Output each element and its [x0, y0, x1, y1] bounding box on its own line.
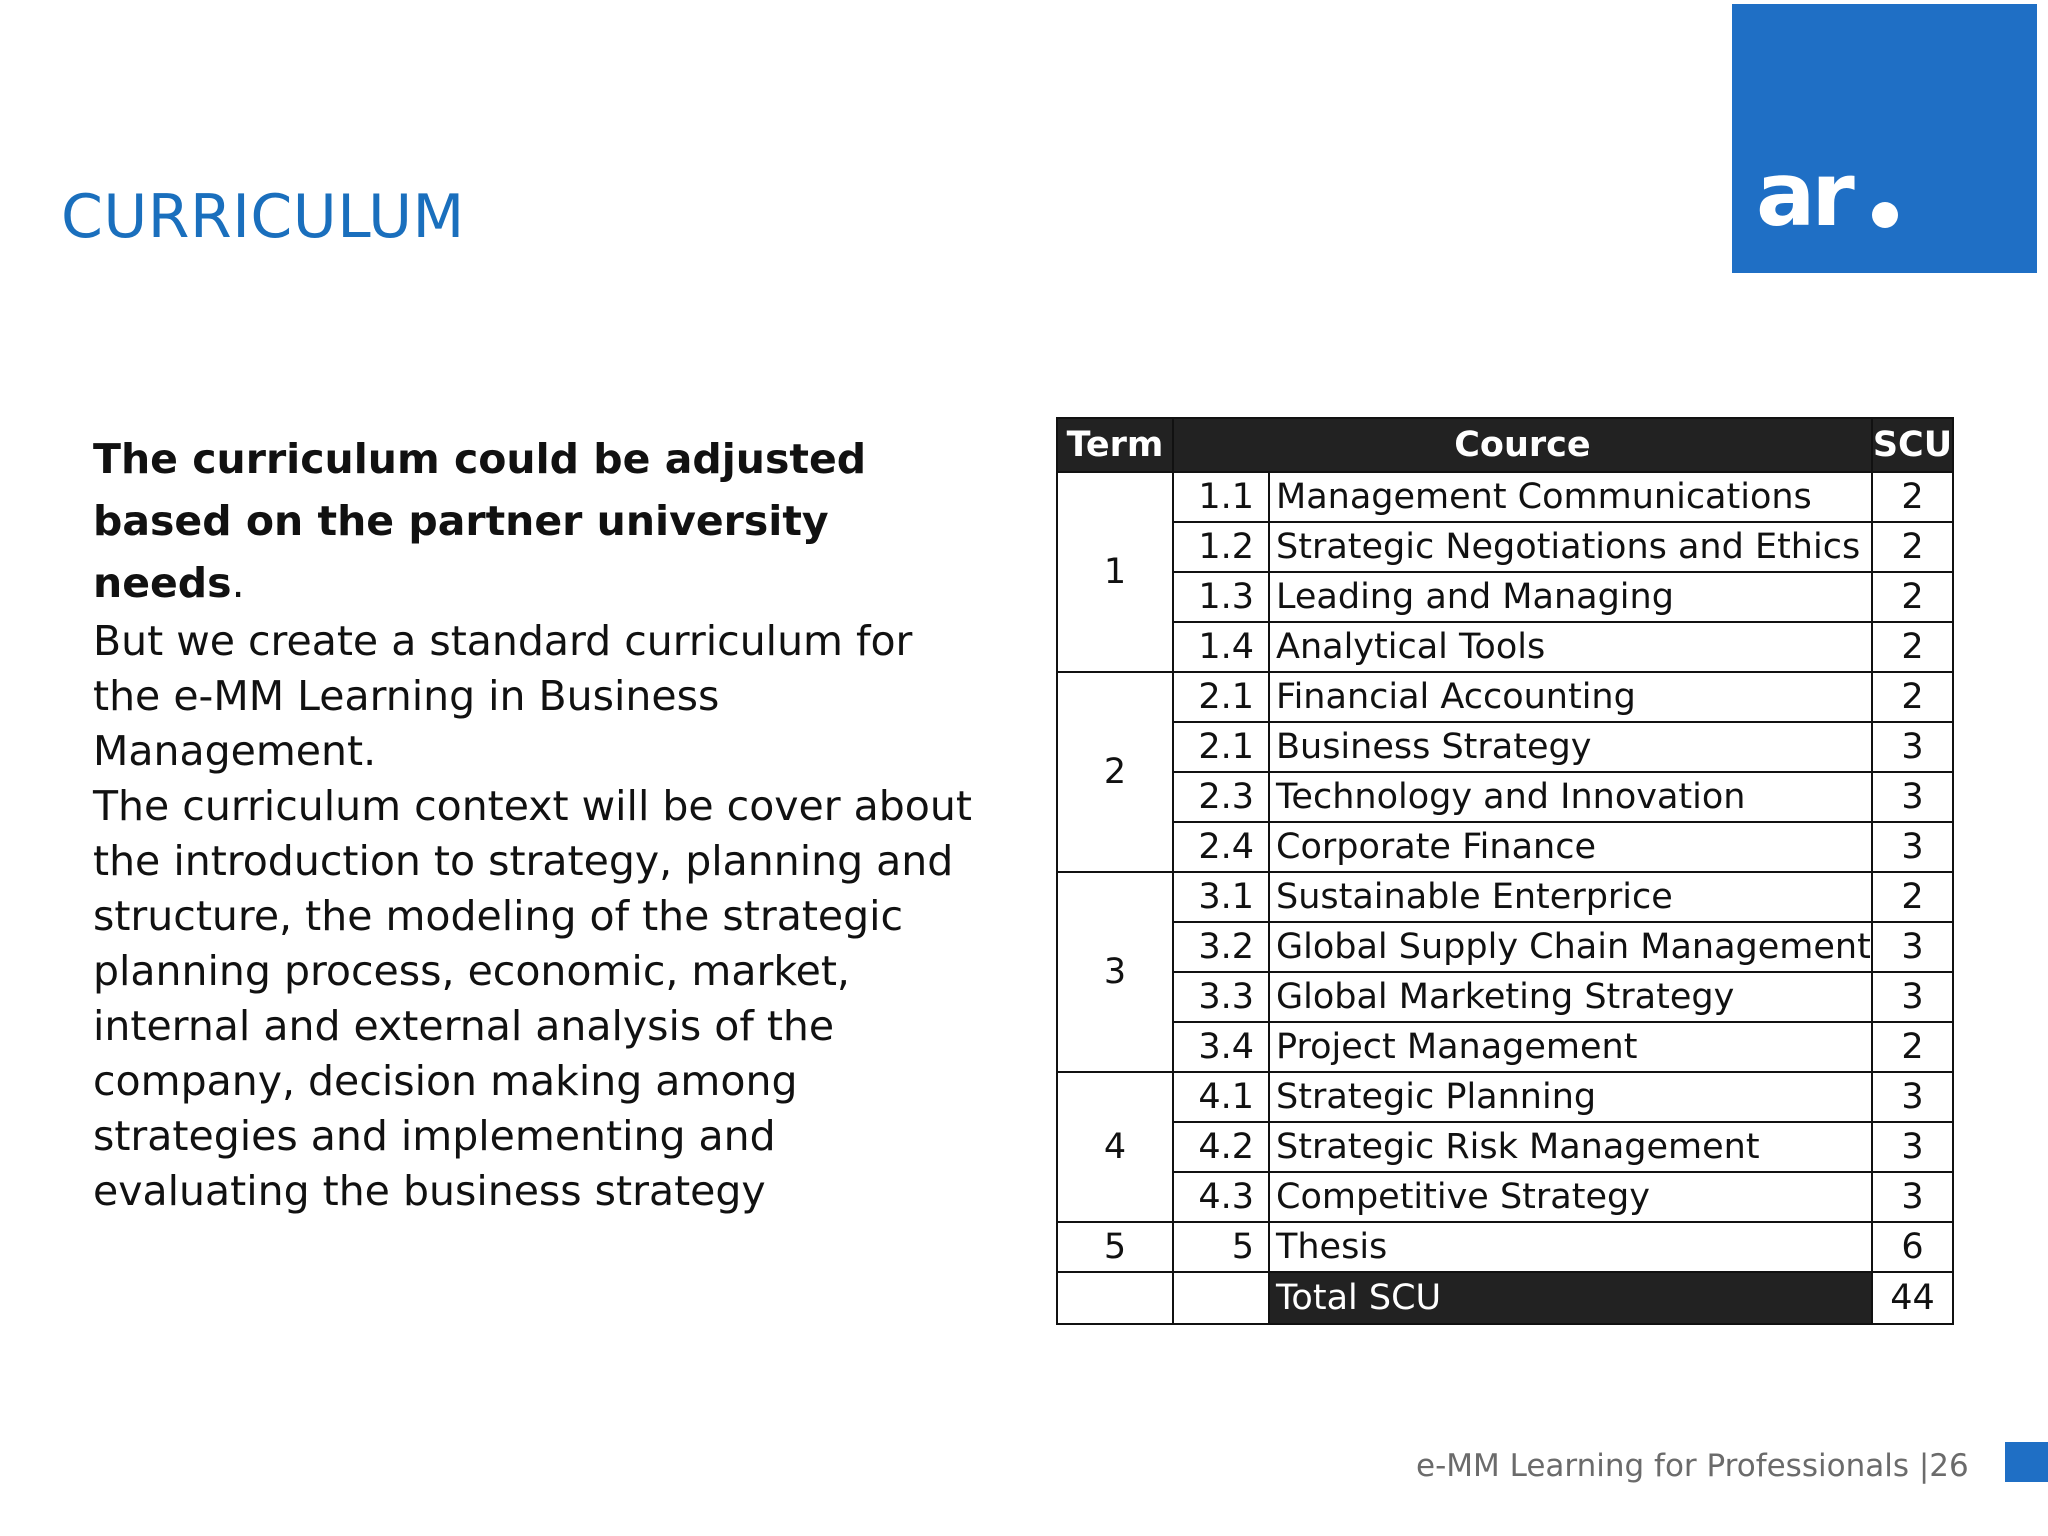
table-header-row — [1057, 418, 1953, 472]
course-scu: 3 — [1872, 972, 1953, 1022]
header-course: Cource — [1173, 418, 1872, 472]
header-term: Term — [1057, 418, 1173, 472]
table-row — [1057, 772, 1953, 822]
course-name: Leading and Managing — [1269, 572, 1872, 622]
intro-heading — [93, 428, 973, 614]
course-number: 5 — [1173, 1222, 1269, 1272]
table-row — [1057, 472, 1953, 522]
course-scu: 3 — [1872, 822, 1953, 872]
intro-bold-text: The curriculum could be adjusted based on the partner university needs — [93, 435, 867, 607]
course-number: 4.1 — [1173, 1072, 1269, 1122]
course-scu: 3 — [1872, 772, 1953, 822]
course-number: 4.2 — [1173, 1122, 1269, 1172]
course-scu: 2 — [1872, 472, 1953, 522]
table-row — [1057, 722, 1953, 772]
course-name: Corporate Finance — [1269, 822, 1872, 872]
total-row — [1057, 1272, 1953, 1324]
term-cell: 1 — [1057, 472, 1173, 672]
intro-paragraph-1: But we create a standard curriculum for the e-MM Learning in Business Management. — [93, 617, 913, 775]
course-number: 2.1 — [1173, 722, 1269, 772]
table-row — [1057, 822, 1953, 872]
course-name: Project Management — [1269, 1022, 1872, 1072]
course-name: Global Supply Chain Management — [1269, 922, 1872, 972]
table-row — [1057, 622, 1953, 672]
table-row — [1057, 972, 1953, 1022]
table-row — [1057, 1222, 1953, 1272]
course-name: Thesis — [1269, 1222, 1872, 1272]
curriculum-table — [1056, 417, 1954, 1325]
logo-dot-icon — [1872, 202, 1898, 228]
course-scu: 2 — [1872, 872, 1953, 922]
course-scu: 3 — [1872, 1172, 1953, 1222]
table-row — [1057, 1022, 1953, 1072]
course-name: Technology and Innovation — [1269, 772, 1872, 822]
course-name: Business Strategy — [1269, 722, 1872, 772]
table-row — [1057, 922, 1953, 972]
total-value: 44 — [1872, 1272, 1953, 1324]
course-scu: 2 — [1872, 522, 1953, 572]
total-empty-term — [1057, 1272, 1173, 1324]
course-number: 3.2 — [1173, 922, 1269, 972]
table-row — [1057, 672, 1953, 722]
course-number: 2.4 — [1173, 822, 1269, 872]
footer-accent-bar — [2005, 1442, 2048, 1482]
course-name: Sustainable Enterprice — [1269, 872, 1872, 922]
term-cell: 2 — [1057, 672, 1173, 872]
course-name: Management Communications — [1269, 472, 1872, 522]
footer-separator: | — [1918, 1448, 1930, 1484]
table-row — [1057, 572, 1953, 622]
course-scu: 2 — [1872, 672, 1953, 722]
course-number: 2.1 — [1173, 672, 1269, 722]
course-scu: 2 — [1872, 1022, 1953, 1072]
course-number: 1.3 — [1173, 572, 1269, 622]
table-row — [1057, 872, 1953, 922]
course-name: Strategic Negotiations and Ethics — [1269, 522, 1872, 572]
footer-text: e-MM Learning for Professionals — [1416, 1448, 1909, 1484]
brand-logo — [1732, 4, 2037, 273]
footer — [1416, 1448, 1969, 1484]
course-number: 3.4 — [1173, 1022, 1269, 1072]
course-number: 1.4 — [1173, 622, 1269, 672]
course-scu: 6 — [1872, 1222, 1953, 1272]
term-cell: 4 — [1057, 1072, 1173, 1222]
course-name: Strategic Risk Management — [1269, 1122, 1872, 1172]
total-label: Total SCU — [1269, 1272, 1872, 1324]
course-scu: 3 — [1872, 1122, 1953, 1172]
page-number: 26 — [1929, 1448, 1969, 1484]
table-row — [1057, 1172, 1953, 1222]
table-row — [1057, 1122, 1953, 1172]
course-number: 1.1 — [1173, 472, 1269, 522]
table-row — [1057, 1072, 1953, 1122]
course-scu: 2 — [1872, 622, 1953, 672]
course-number: 1.2 — [1173, 522, 1269, 572]
table-body — [1057, 472, 1953, 1272]
course-scu: 3 — [1872, 922, 1953, 972]
total-empty-num — [1173, 1272, 1269, 1324]
course-name: Strategic Planning — [1269, 1072, 1872, 1122]
course-scu: 3 — [1872, 1072, 1953, 1122]
course-name: Analytical Tools — [1269, 622, 1872, 672]
table-row — [1057, 522, 1953, 572]
course-number: 3.3 — [1173, 972, 1269, 1022]
page-title: CURRICULUM — [61, 182, 465, 252]
header-scu: SCU — [1872, 418, 1953, 472]
term-cell: 5 — [1057, 1222, 1173, 1272]
term-cell: 3 — [1057, 872, 1173, 1072]
intro-bold-suffix: . — [231, 559, 245, 607]
course-name: Competitive Strategy — [1269, 1172, 1872, 1222]
logo-text: ar — [1756, 143, 1851, 246]
course-number: 4.3 — [1173, 1172, 1269, 1222]
course-name: Financial Accounting — [1269, 672, 1872, 722]
course-number: 3.1 — [1173, 872, 1269, 922]
course-number: 2.3 — [1173, 772, 1269, 822]
course-name: Global Marketing Strategy — [1269, 972, 1872, 1022]
course-scu: 3 — [1872, 722, 1953, 772]
intro-text-block — [93, 428, 973, 1219]
course-scu: 2 — [1872, 572, 1953, 622]
intro-paragraph-2: The curriculum context will be cover about the introduction to strategy, planning and structure, the modeling of the strategic planning process, economic, market, internal and external analysis of the company, decision making among strategies and implementing and evaluating the business strategy — [93, 782, 972, 1215]
